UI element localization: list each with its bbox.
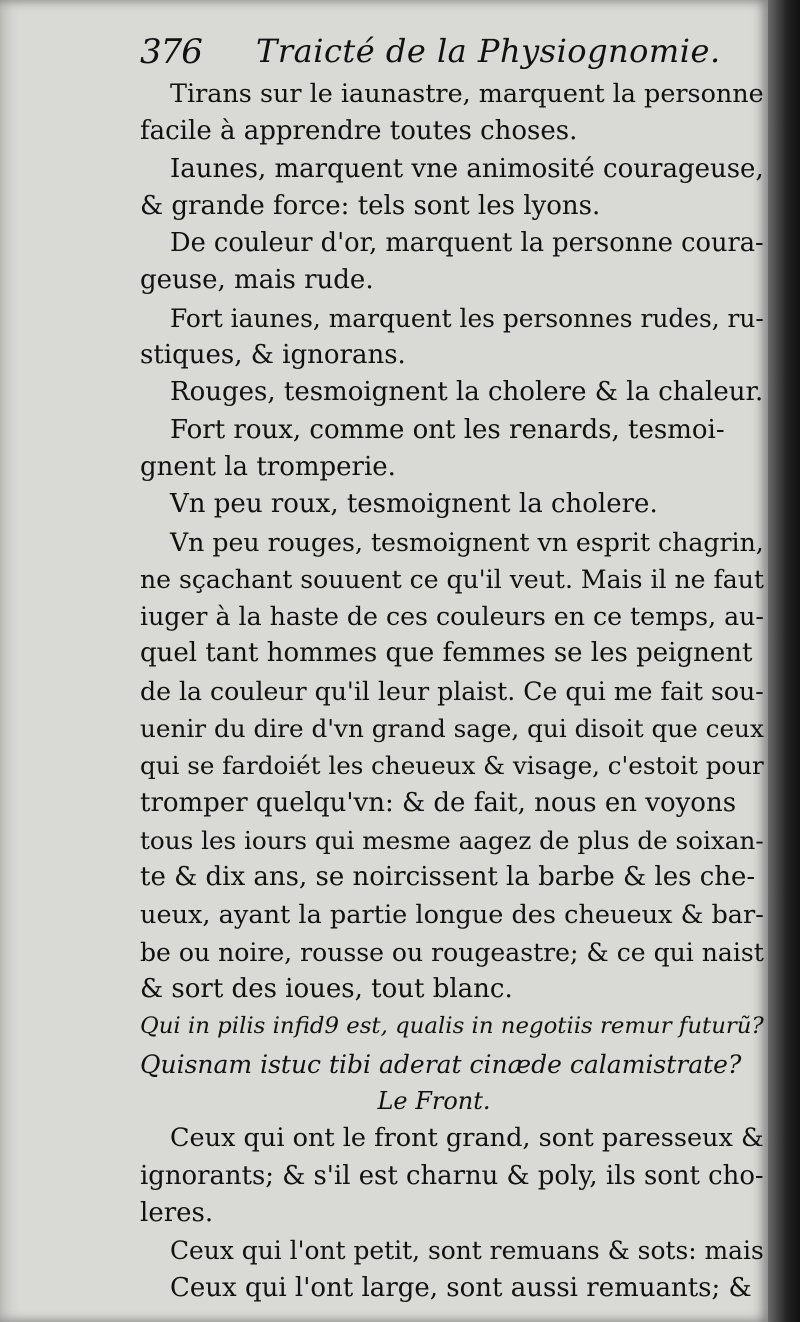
text-line: De couleur d'or, marquent la personne coura- [170, 228, 764, 259]
text-line: de la couleur qu'il leur plaist. Ce qui me fait sou- [140, 676, 764, 706]
text-line: te & dix ans, se noircissent la barbe & les che- [140, 862, 756, 893]
text-line: gnent la tromperie. [140, 451, 396, 482]
page-number: 376 [140, 32, 202, 72]
text-line: uenir du dire d'vn grand sage, qui disoit que ceux [140, 714, 764, 744]
text-line: & sort des ioues, tout blanc. [140, 974, 513, 1005]
text-line: Ceux qui l'ont large, sont aussi remuants; & [170, 1272, 752, 1303]
text-line: Iaunes, marquent vne animosité courageuse, [170, 153, 764, 184]
latin-quote-line: Quisnam istuc tibi aderat cinæde calamistrate? [140, 1049, 742, 1079]
text-line: Rouges, tesmoignent la cholere & la chaleur. [170, 377, 764, 408]
text-line: ignorants; & s'il est charnu & poly, ils sont cho- [140, 1160, 764, 1191]
latin-quote-line: Qui in pilis infid9 est, qualis in negotiis remur futurũ? [140, 1013, 764, 1040]
text-line: Ceux qui ont le front grand, sont paresseux & [170, 1123, 764, 1154]
text-line: ne sçachant souuent ce qu'il veut. Mais il ne faut [140, 564, 764, 594]
text-line: ueux, ayant la partie longue des cheueux & bar- [140, 899, 764, 930]
section-title: Le Front. [377, 1087, 491, 1116]
text-line: quel tant hommes que femmes se les peignent [140, 638, 753, 669]
body-text [140, 76, 768, 1307]
text-line: Fort roux, comme ont les renards, tesmoi- [170, 414, 725, 445]
book-gutter [768, 0, 800, 1322]
page-header [140, 26, 740, 76]
text-line: facile à apprendre toutes choses. [140, 116, 578, 147]
running-head: Traicté de la Physiognomie. [256, 32, 721, 70]
text-line: tromper quelqu'vn: & de fait, nous en voyons [140, 787, 737, 818]
text-line: Vn peu roux, tesmoignent la cholere. [170, 489, 658, 520]
text-line: Vn peu rouges, tesmoignent vn esprit chagrin, [170, 527, 764, 557]
text-line: iuger à la haste de ces couleurs en ce temps, au- [140, 602, 764, 632]
text-line: be ou noire, rousse ou rougeastre; & ce qui naist [140, 937, 764, 967]
text-line: Ceux qui l'ont petit, sont remuans & sots: mais [170, 1236, 764, 1266]
text-line: stiques, & ignorans. [140, 340, 406, 371]
text-line: & grande force: tels sont les lyons. [140, 190, 601, 221]
text-line: leres. [140, 1197, 214, 1228]
text-line: Fort iaunes, marquent les personnes rudes, ru- [170, 303, 764, 333]
text-line: tous les iours qui mesme aagez de plus de soixan- [140, 825, 764, 855]
text-line: qui se fardoiét les cheueux & visage, c'estoit pour [140, 751, 764, 781]
text-line: Tirans sur le iaunastre, marquent la personne [170, 79, 764, 109]
text-line: geuse, mais rude. [140, 265, 374, 296]
